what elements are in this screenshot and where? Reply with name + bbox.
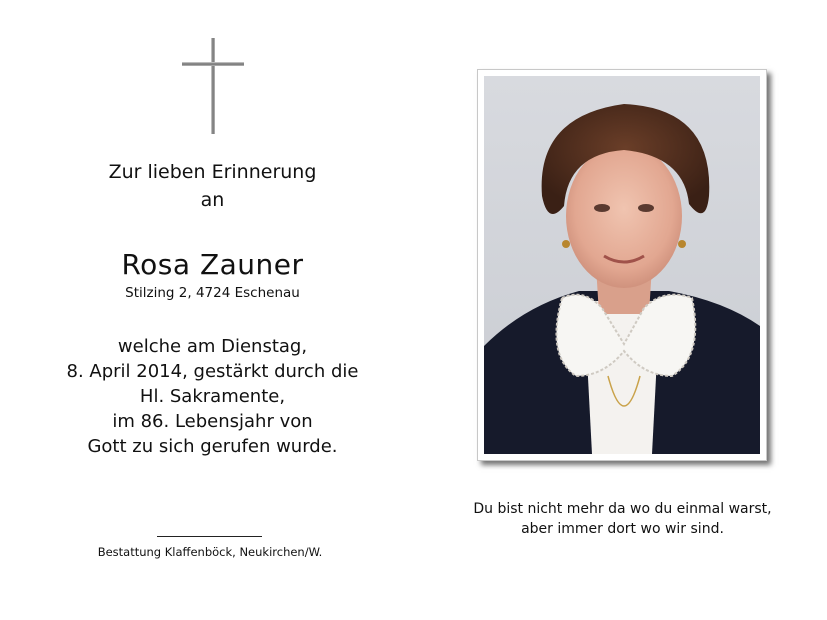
text-line: 8. April 2014, gestärkt durch die — [66, 361, 359, 382]
cross-icon — [182, 38, 244, 134]
deceased-address: Stilzing 2, 4724 Eschenau — [125, 285, 300, 301]
divider-line — [157, 536, 262, 537]
memorial-verse — [470, 499, 775, 539]
text-line: welche am Dienstag, — [117, 336, 308, 357]
text-line: Gott zu sich gerufen wurde. — [87, 436, 338, 457]
verse-line-1: Du bist nicht mehr da wo du einmal warst, — [473, 501, 772, 517]
death-notice-text — [40, 334, 385, 459]
portrait-frame — [477, 69, 767, 461]
text-line: im 86. Lebensjahr von — [112, 411, 313, 432]
deceased-name: Rosa Zauner — [121, 248, 304, 281]
undertaker-credit: Bestattung Klaffenböck, Neukirchen/W. — [97, 545, 323, 559]
portrait-photo — [484, 76, 760, 454]
heading-line-2: an — [200, 189, 225, 211]
verse-line-2: aber immer dort wo wir sind. — [521, 521, 724, 537]
heading-line-1: Zur lieben Erinnerung — [108, 161, 317, 183]
text-line: Hl. Sakramente, — [139, 386, 286, 407]
memorial-heading — [60, 158, 365, 214]
